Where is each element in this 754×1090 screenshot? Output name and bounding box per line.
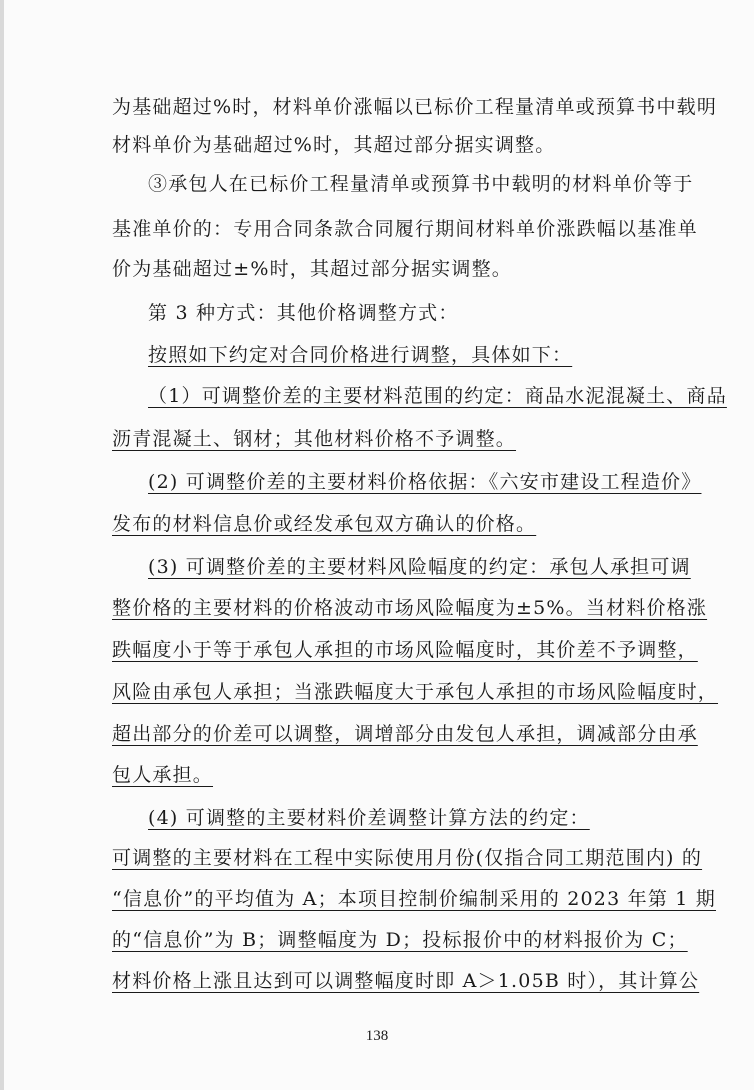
text-line-15: 风险由承包人承担；当涨跌幅度大于承包人承担的市场风险幅度时，	[112, 681, 719, 703]
text-line-7: 按照如下约定对合同价格进行调整，具体如下：	[148, 344, 573, 366]
text-line-8: （1）可调整价差的主要材料范围的约定：商品水泥混凝土、商品	[148, 385, 727, 407]
text-line-12: (3) 可调整价差的主要材料风险幅度的约定：承包人承担可调	[148, 556, 691, 578]
text-line-21: 的“信息价”为 B；调整幅度为 D；投标报价中的材料报价为 C；	[112, 929, 688, 951]
text-line-20: “信息价”的平均值为 A；本项目控制价编制采用的 2023 年第 1 期	[112, 888, 716, 910]
page-number: 138	[365, 1028, 389, 1044]
text-line-18: (4) 可调整的主要材料价差调整计算方法的约定：	[148, 807, 590, 829]
text-line-10: (2) 可调整价差的主要材料价格依据：《六安市建设工程造价》	[148, 471, 702, 493]
text-line-6: 第 3 种方式：其他价格调整方式：	[148, 302, 459, 324]
text-line-5: 价为基础超过±%时，其超过部分据实调整。	[112, 258, 512, 280]
text-line-13: 整价格的主要材料的价格波动市场风险幅度为±5%。当材料价格涨	[112, 597, 708, 619]
text-line-16: 超出部分的价差可以调整，调增部分由发包人承担，调减部分由承	[112, 723, 698, 745]
text-line-11: 发布的材料信息价或经发承包双方确认的价格。	[112, 513, 537, 535]
text-line-3: ③承包人在已标价工程量清单或预算书中载明的材料单价等于	[148, 173, 694, 195]
text-line-2: 材料单价为基础超过%时，其超过部分据实调整。	[112, 134, 556, 156]
text-line-17: 包人承担。	[112, 764, 214, 786]
text-line-19: 可调整的主要材料在工程中实际使用月份(仅指合同工期范围内) 的	[112, 847, 703, 869]
text-line-22: 材料价格上涨且达到可以调整幅度时即 A＞1.05B 时），其计算公	[112, 970, 700, 992]
text-line-14: 跌幅度小于等于承包人承担的市场风险幅度时，其价差不予调整，	[112, 639, 698, 661]
text-line-4: 基准单价的：专用合同条款合同履行期间材料单价涨跌幅以基准单	[112, 218, 698, 240]
page-edge-shadow	[0, 0, 4, 1090]
text-line-9: 沥青混凝土、钢材；其他材料价格不予调整。	[112, 428, 517, 450]
text-line-1: 为基础超过%时，材料单价涨幅以已标价工程量清单或预算书中载明	[112, 96, 718, 118]
